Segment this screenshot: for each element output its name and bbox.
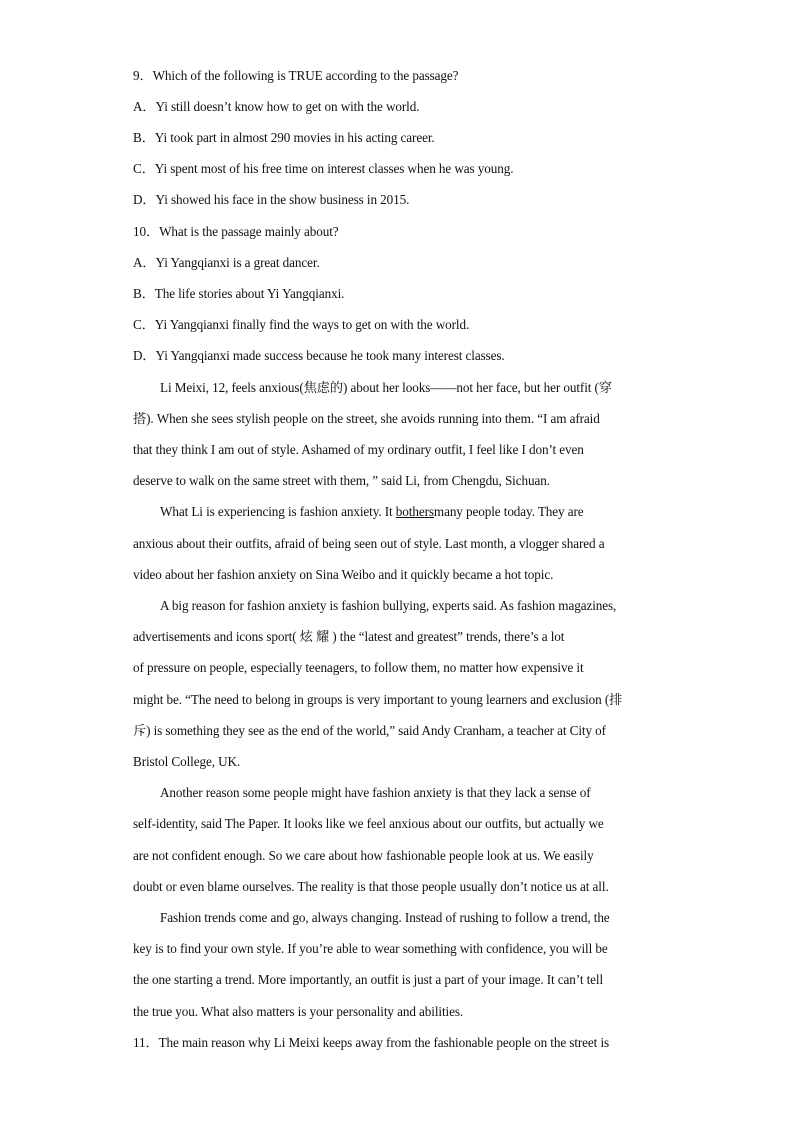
passage-p1-line3: that they think I am out of style. Ashamed of my ordinary outfit, I feel like I don’t even: [133, 442, 584, 457]
q10-option-a: A．Yi Yangqianxi is a great dancer.: [133, 255, 320, 270]
passage-p4-line1: Another reason some people might have fashion anxiety is that they lack a sense of: [160, 785, 591, 800]
passage-p5-line1: Fashion trends come and go, always changing. Instead of rushing to follow a trend, the: [160, 910, 610, 925]
passage-p3-line3: of pressure on people, especially teenagers, to follow them, no matter how expensive it: [133, 660, 584, 675]
passage-p4-line2: self-identity, said The Paper. It looks like we feel anxious about our outfits, but actually we: [133, 816, 604, 831]
passage-p2-line2: anxious about their outfits, afraid of being seen out of style. Last month, a vlogger shared a: [133, 536, 605, 551]
q9-stem: 9．Which of the following is TRUE according to the passage?: [133, 68, 459, 83]
passage-p1-line1: Li Meixi, 12, feels anxious(焦虑的) about her looks——not her face, but her outfit (穿: [160, 380, 612, 395]
underlined-word: bothers: [395, 504, 434, 519]
passage-p5-line3: the one starting a trend. More importantly, an outfit is just a part of your image. It can’t tell: [133, 972, 604, 987]
passage-p4-line4: doubt or even blame ourselves. The reality is that those people usually don’t notice us at all.: [133, 879, 609, 894]
q10-stem: 10．What is the passage mainly about?: [133, 224, 339, 239]
passage-p4-line3: are not confident enough. So we care about how fashionable people look at us. We easily: [133, 848, 594, 863]
q11-stem: 11．The main reason why Li Meixi keeps away from the fashionable people on the street is: [133, 1035, 610, 1050]
q9-option-b: B．Yi took part in almost 290 movies in his acting career.: [133, 130, 435, 145]
q9-option-c: C．Yi spent most of his free time on interest classes when he was young.: [133, 161, 514, 176]
passage-p5-line4: the true you. What also matters is your personality and abilities.: [133, 1004, 464, 1019]
passage-p2-line3: video about her fashion anxiety on Sina Weibo and it quickly became a hot topic.: [133, 567, 554, 582]
passage-p3-line2: advertisements and icons sport( 炫 耀 ) the “latest and greatest” trends, there’s a lot: [133, 629, 565, 644]
passage-p5-line2: key is to find your own style. If you’re able to wear something with confidence, you will be: [133, 941, 608, 956]
q9-option-d: D．Yi showed his face in the show business in 2015.: [133, 192, 410, 207]
passage-p3-line5: 斥) is something they see as the end of the world,” said Andy Cranham, a teacher at City of: [133, 723, 606, 738]
p2-post-text: many people today. They are: [433, 504, 584, 519]
passage-p1-line2: 搭). When she sees stylish people on the street, she avoids running into them. “I am afraid: [133, 411, 600, 426]
q10-option-c: C．Yi Yangqianxi finally find the ways to get on with the world.: [133, 317, 470, 332]
q10-option-b: B．The life stories about Yi Yangqianxi.: [133, 286, 345, 301]
passage-p1-line4: deserve to walk on the same street with them, ” said Li, from Chengdu, Sichuan.: [133, 473, 550, 488]
passage-p3-line4: might be. “The need to belong in groups is very important to young learners and exclusion (排: [133, 692, 623, 707]
q9-option-a: A．Yi still doesn’t know how to get on with the world.: [133, 99, 420, 114]
passage-p3-line6: Bristol College, UK.: [133, 754, 241, 769]
q10-option-d: D．Yi Yangqianxi made success because he took many interest classes.: [133, 348, 505, 363]
p2-pre-text: What Li is experiencing is fashion anxiety. It: [160, 504, 396, 519]
passage-p2-line1: [160, 503, 584, 521]
passage-p3-line1: A big reason for fashion anxiety is fashion bullying, experts said. As fashion magazines,: [160, 598, 617, 613]
